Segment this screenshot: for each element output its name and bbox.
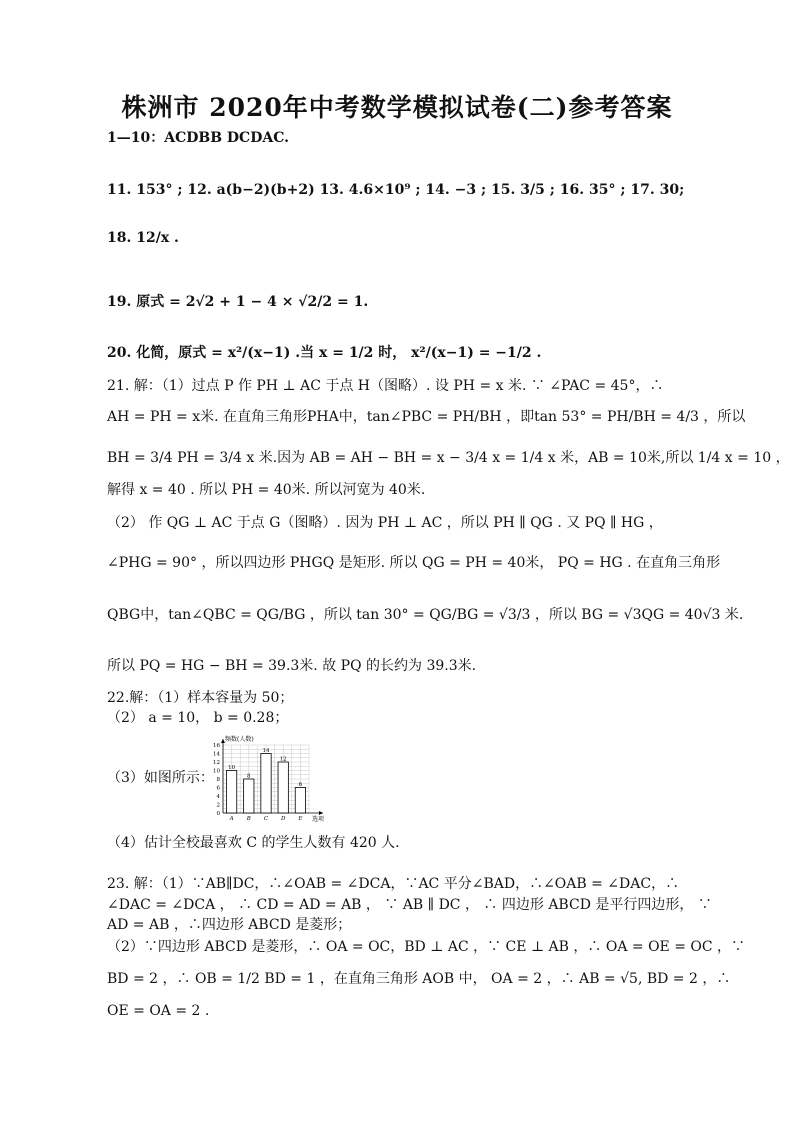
y-tick-label: 12 <box>213 760 220 766</box>
page-title: 株洲市 2020年中考数学模拟试卷(二)参考答案 <box>121 93 673 122</box>
bar-value-label: 14 <box>262 748 270 754</box>
y-tick-label: 14 <box>213 751 220 758</box>
answer-23-line5: BD = 2 ，∴ OB = 1/2 BD = 1 ，在直角三角形 AOB 中， OA = 2 ，∴ AB = √5, BD = 2 ，∴ <box>107 971 731 987</box>
bar <box>261 754 271 814</box>
answers-11-17: 11. 153° ; 12. a(b−2)(b+2) 13. 4.6×10⁹ ; 14. −3 ; 15. 3/5 ; 16. 35° ; 17. 30; <box>107 182 685 198</box>
answer-21-line7: QBG中，tan∠QBC = QG/BG ，所以 tan 30° = QG/BG = √3/3 ，所以 BG = √3QG = 40√3 米. <box>107 607 744 623</box>
x-axis-arrow <box>319 811 323 815</box>
x-tick-label: D <box>280 816 286 822</box>
answers-1-10: 1—10：ACDBB DCDAC. <box>107 130 289 146</box>
chart-title: 频数(人数) <box>225 736 254 743</box>
y-tick-label: 2 <box>216 802 220 809</box>
answer-20: 20. 化简，原式 = x²/(x−1) .当 x = 1/2 时， x²/(x−1) = −1/2 . <box>107 345 542 361</box>
answer-18: 18. 12/x . <box>107 230 179 246</box>
y-tick-label: 4 <box>216 794 220 800</box>
answer-23-line6: OE = OA = 2 . <box>107 1003 210 1019</box>
answer-19: 19. 原式 = 2√2 + 1 − 4 × √2/2 = 1. <box>107 294 369 310</box>
y-tick-label: 16 <box>213 743 220 749</box>
x-tick-label: A <box>229 816 234 822</box>
x-tick-label: B <box>246 816 251 822</box>
answer-21-line1: 21. 解：（1）过点 P 作 PH ⊥ AC 于点 H（图略）. 设 PH = x 米. ∵ ∠PAC = 45°，∴ <box>107 378 664 394</box>
y-tick-label: 8 <box>216 777 220 783</box>
bar-value-label: 10 <box>228 765 236 771</box>
answer-23-line3: AD = AB ，∴四边形 ABCD 是菱形； <box>107 917 352 933</box>
y-tick-label: 10 <box>213 768 220 775</box>
answer-22-line1: 22.解：（1）样本容量为 50； <box>107 690 294 706</box>
answer-21-line3: BH = 3/4 PH = 3/4 x 米.因为 AB = AH − BH = x − 3/4 x = 1/4 x 米，AB = 10米,所以 1/4 x = 10 ， <box>107 450 790 466</box>
answer-23-line4: （2）∵四边形 ABCD 是菱形，∴ OA = OC，BD ⊥ AC ，∵ CE ⊥ AB ，∴ OA = OE = OC ，∵ <box>107 939 746 955</box>
y-tick-label: 0 <box>216 811 220 817</box>
answer-21-line4: 解得 x = 40 . 所以 PH = 40米. 所以河宽为 40米. <box>107 482 426 498</box>
bar-value-label: 8 <box>247 773 251 780</box>
chart-xlabel: 选项 <box>312 816 325 823</box>
bar-value-label: 12 <box>279 756 287 763</box>
answer-23-line2: ∠DAC = ∠DCA ， ∴ CD = AD = AB ， ∵ AB ∥ DC ， ∴ 四边形 ABCD 是平行四边形， ∵ <box>107 897 712 913</box>
bar <box>295 788 305 814</box>
answer-22-line3: （3）如图所示： <box>107 770 214 786</box>
answer-23-line1: 23. 解：（1）∵AB∥DC，∴∠OAB = ∠DCA，∵AC 平分∠BAD，∴∠OAB = ∠DAC，∴ <box>107 876 680 892</box>
frequency-bar-chart <box>203 733 333 825</box>
answer-22-line4: （4）估计全校最喜欢 C 的学生人数有 420 人. <box>107 835 400 851</box>
bar-value-label: 6 <box>298 782 303 788</box>
x-tick-label: C <box>263 816 269 822</box>
bar <box>226 771 236 814</box>
x-tick-label: E <box>298 816 303 822</box>
bar <box>244 779 254 813</box>
answer-21-line2: AH = PH = x米. 在直角三角形PHA中，tan∠PBC = PH/BH ，即tan 53° = PH/BH = 4/3 ，所以 <box>107 409 746 425</box>
y-tick-label: 6 <box>216 785 220 792</box>
bar <box>278 762 288 813</box>
answer-21-line5: （2） 作 QG ⊥ AC 于点 G（图略）. 因为 PH ⊥ AC ，所以 PH ∥ QG . 又 PQ ∥ HG ， <box>107 515 663 531</box>
answer-21-line6: ∠PHG = 90° ，所以四边形 PHGQ 是矩形. 所以 QG = PH = 40米， PQ = HG . 在直角三角形 <box>107 555 721 571</box>
answer-22-line2: （2） a = 10， b = 0.28； <box>107 710 289 726</box>
answer-21-line8: 所以 PQ = HG − BH = 39.3米. 故 PQ 的长约为 39.3米. <box>107 658 477 674</box>
